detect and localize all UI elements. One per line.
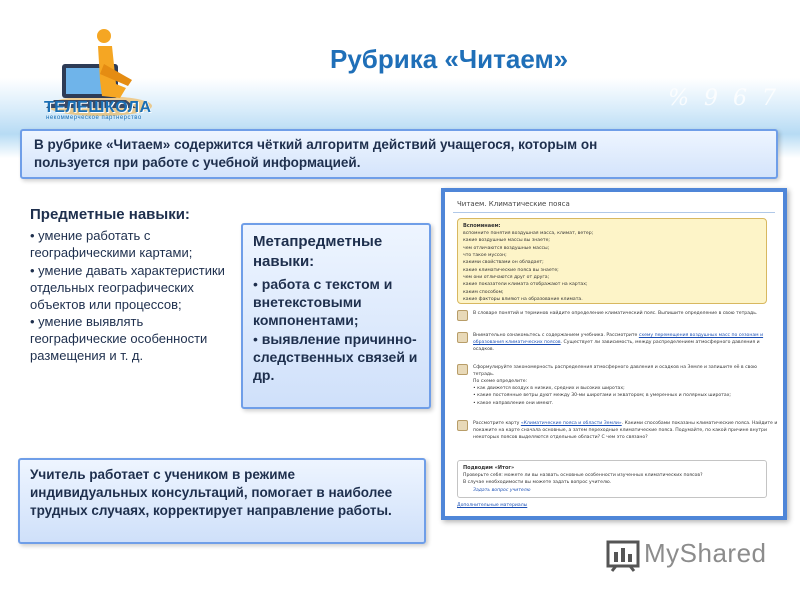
page-title: Рубрика «Читаем» — [330, 44, 569, 74]
myshared-watermark: MyShared — [644, 538, 767, 568]
task-line: • какие постоянные ветры дуют между 30-ми широтами и экватором; в умеренных и полярных широтах; — [473, 393, 731, 399]
logo-name: ТЕЛЕШКОЛА — [44, 99, 152, 116]
task-text-part: Внимательно ознакомьтесь с содержанием учебника. Рассмотрите — [473, 333, 639, 338]
summary-line: В случае необходимости вы можете задать вопрос учителю. — [463, 480, 612, 486]
task-item — [457, 310, 779, 317]
subject-skill-item: • умение выявлять географические особенности размещения и т. д. — [30, 314, 230, 365]
scheme-link[interactable]: схему перемещения воздушных масс по сезонам и образования климатических поясов — [473, 333, 764, 346]
ask-teacher-link[interactable]: Задать вопрос учителю — [473, 487, 531, 493]
task-item — [457, 420, 779, 441]
task-text-part: . Какими способами показаны климатические пояса. Найдите и покажите на карте сначала основные, а затем переходные климатические пояса. Подумайте, по какой причине внутри некоторых поясов выделяются отдельные области? С чем это связано? — [473, 421, 778, 441]
lesson-screenshot — [441, 188, 787, 520]
summary-box — [457, 460, 767, 498]
meta-skills-list — [253, 275, 419, 384]
subject-skills-title: Предметные навыки: — [30, 206, 190, 223]
task-item — [457, 364, 779, 407]
lesson-title: Читаем. Климатические пояса — [457, 200, 570, 208]
extra-materials-link[interactable]: Дополнительные материалы — [457, 503, 528, 508]
remember-line: какие воздушные массы вы знаете; — [463, 238, 550, 244]
subject-skill-item: • умение давать характеристики отдельных географических объектов или процессов; — [30, 263, 230, 314]
climate-map-link[interactable]: «Климатические пояса и области Земли» — [520, 421, 622, 426]
subject-skills-list — [30, 228, 230, 366]
summary-line: Проверьте себя: можете ли вы назвать основные особенности изученных климатических поясов? — [463, 473, 703, 478]
logo-subtitle: некоммерческое партнерство — [46, 115, 142, 121]
book-icon — [457, 332, 468, 343]
remember-line: какие показатели климата отображают на картах; — [463, 282, 588, 288]
task-text-part: . Существует ли зависимость, между распределением атмосферного давления и осадков. — [473, 340, 760, 353]
remember-line: чем они отличаются друг от друга; — [463, 275, 550, 281]
remember-line: вспомните понятия воздушная масса, климат, ветер; — [463, 231, 594, 236]
map-icon — [457, 420, 468, 431]
teacher-box: Учитель работает с учеником в режиме индивидуальных консультаций, помогает в наиболее трудных случаях, корректирует направление работы. — [18, 458, 426, 544]
summary-heading: Подводим «Итог» — [463, 465, 515, 471]
task-line: Сформулируйте закономерность распределения атмосферного давления и осадков на Земле и запишите её в свою тетрадь. — [473, 365, 758, 378]
subject-skill-item: • умение работать с географическими картами; — [30, 228, 230, 262]
task-text — [473, 420, 779, 441]
remember-box — [457, 218, 767, 304]
remember-line: чем отличаются воздушные массы; — [463, 245, 550, 251]
intro-box — [20, 129, 778, 179]
task-text: В словаре понятий и терминов найдите определение климатический пояс. Выпишите определение в свою тетрадь. — [473, 311, 758, 316]
decorative-digits: % 9 6 7 — [668, 86, 780, 111]
pencil-icon — [457, 364, 468, 375]
task-line: • как движется воздух в низких, средних и высоких широтах; — [473, 386, 625, 392]
remember-line: какими свойствами он обладает; — [463, 260, 544, 266]
intro-line-2: пользуется при работе с учебной информацией. — [34, 154, 361, 170]
remember-line: что такое муссон; — [463, 253, 507, 259]
remember-line: каким способом; — [463, 289, 504, 295]
task-text-part: Рассмотрите карту — [473, 421, 521, 426]
task-line: • какое направление они имеют. — [473, 400, 554, 406]
lesson-screenshot-content — [445, 192, 783, 516]
intro-line-1: В рубрике «Читаем» содержится чёткий алгоритм действий учащегося, которым он — [34, 137, 598, 152]
task-text — [473, 332, 779, 353]
remember-line: какие факторы влияют на образование климата. — [463, 297, 583, 303]
task-line: По схеме определите: — [473, 379, 528, 385]
meta-skill-item: • выявление причинно-следственных связей и др. — [253, 330, 419, 385]
meta-skills-box — [241, 223, 431, 409]
notebook-icon — [457, 310, 468, 321]
task-item — [457, 332, 779, 353]
remember-line: какие климатические пояса вы знаете; — [463, 267, 559, 273]
meta-skill-item: • работа с текстом и внетекстовыми компонентами; — [253, 275, 419, 330]
remember-heading: Вспоминаем: — [463, 223, 501, 229]
myshared-logo-icon — [606, 536, 642, 572]
divider — [453, 212, 775, 213]
task-text — [473, 364, 779, 407]
meta-skills-title: Метапредметные навыки: — [253, 233, 383, 270]
